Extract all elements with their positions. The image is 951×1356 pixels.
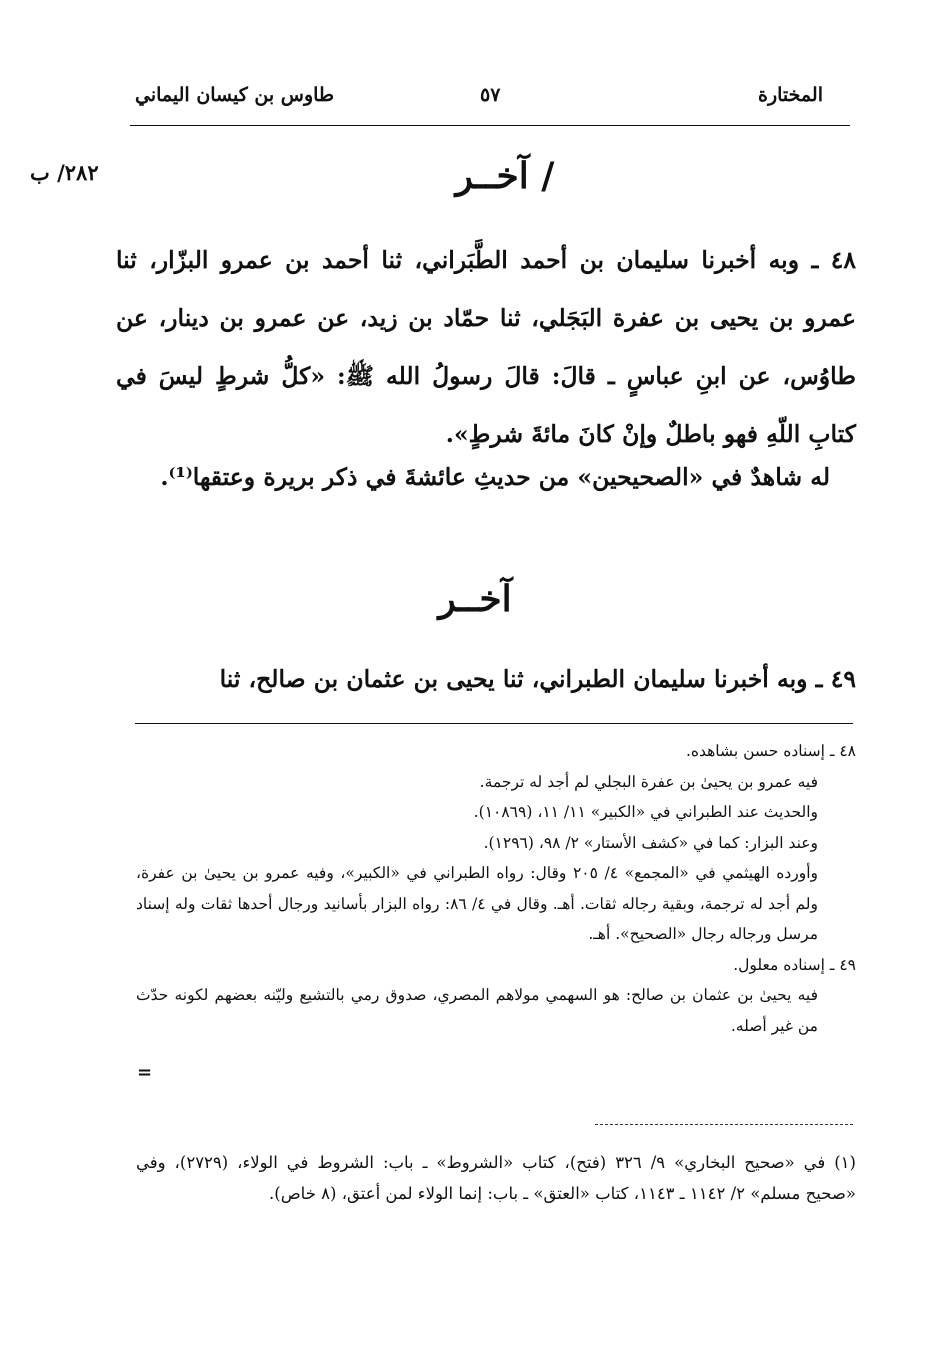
notes-separator (135, 723, 853, 724)
note-49-line: فيه يحيىٰ بن عثمان بن صالح: هو السهمي مولاهم المصري، صدوق رمي بالتشيع وليّنه بعضهم لكونه حدّث من غير أصله. (136, 986, 818, 1035)
footnote-separator (595, 1124, 853, 1125)
note-48-line: فيه عمرو بن يحيىٰ بن عفرة البجلي لم أجد له ترجمة. (479, 772, 818, 791)
notes-block (136, 736, 856, 1041)
hadith-48-shahid: له شاهدٌ في «الصحيحين» من حديثِ عائشةَ في ذكر بريرة وعتقها⁽¹⁾. (160, 463, 830, 491)
chapter-title: طاوس بن كيسان اليماني (135, 84, 335, 106)
note-48-line: وعند البزار: كما في «كشف الأستار» ٢/ ٩٨، (١٢٩٦). (483, 833, 818, 852)
hadith-48-text: ٤٨ ـ وبه أخبرنا سليمان بن أحمد الطَّبَراني، ثنا أحمد بن عمرو البزّار، ثنا عمرو بن يحيى بن عفرة البَجَلي، ثنا حمّاد بن زيد، عن عمرو بن دينار، عن طاوُس، عن ابنِ عباسٍ ـ قالَ: قالَ رسولُ الله ﷺ: «كلُّ شرطٍ ليسَ في كتابِ اللّهِ فهو باطلٌ وإنْ كانَ مائةَ شرطٍ». (116, 246, 856, 448)
folio-margin-note: ٢٨٢/ ب (30, 160, 99, 185)
note-49-head: ٤٩ ـ إسناده معلول. (733, 955, 856, 974)
footnote-1: (١) في «صحيح البخاري» ٩/ ٣٢٦ (فتح)، كتاب «الشروط» ـ باب: الشروط في الولاء، (٢٧٢٩)، وفي «صحيح مسلم» ٢/ ١١٤٢ ـ ١١٤٣، كتاب «العتق» ـ باب: إنما الولاء لمن أعتق، (٨ خاص). (136, 1153, 856, 1203)
book-title: المختارة (758, 84, 823, 106)
note-48-line: والحديث عند الطبراني في «الكبير» ١١/ ١١، (١٠٨٦٩). (473, 803, 818, 821)
hadith-49-text: ٤٩ ـ وبه أخبرنا سليمان الطبراني، ثنا يحيى بن عثمان بن صالح، ثنا (219, 665, 856, 693)
page-number: ٥٧ (480, 84, 501, 106)
note-48-line: وأورده الهيثمي في «المجمع» ٤/ ٢٠٥ وقال: رواه الطبراني في «الكبير»، وفيه عمرو بن يحيىٰ بن عفرة، ولم أجد له ترجمة، وبقية رجاله ثقات. أهـ. وقال في ٤/ ٨٦: رواه البزار بأسانيد ورجال أحدها ثقات وله إسناد مرسل ورجاله رجال «الصحيح». أهـ. (136, 864, 819, 943)
header-rule (130, 125, 850, 126)
section-heading-1: / آخــر (455, 155, 555, 197)
section-heading-2: آخــر (438, 578, 512, 620)
note-48-head: ٤٨ ـ إسناده حسن بشاهده. (685, 742, 856, 760)
continuation-mark: = (137, 1062, 153, 1083)
